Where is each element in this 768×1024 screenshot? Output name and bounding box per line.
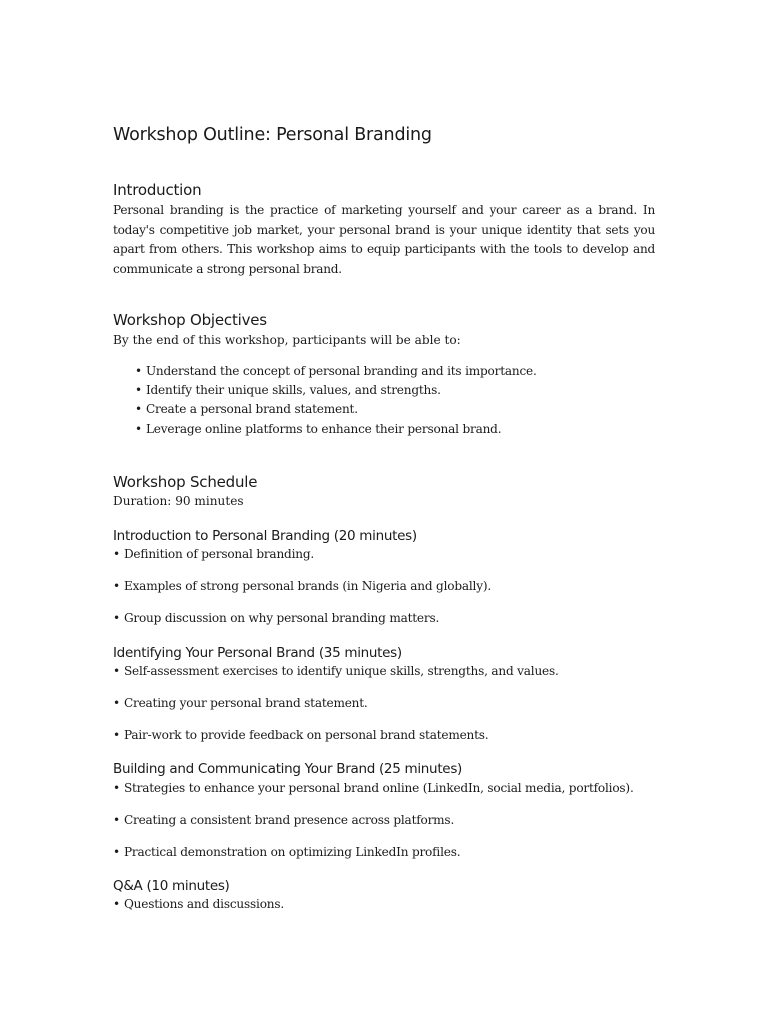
bullet-icon: • <box>113 696 120 710</box>
list-item: • Pair-work to provide feedback on personal brand statements. <box>113 726 488 746</box>
objectives-lead: By the end of this workshop, participants will be able to: <box>113 333 461 347</box>
bullet-icon: • <box>113 547 120 561</box>
list-item: • Creating your personal brand statement. <box>113 694 368 714</box>
list-item: • Group discussion on why personal branding matters. <box>113 609 439 629</box>
bullet-icon: • <box>113 579 120 593</box>
bullet-icon: • <box>135 383 142 398</box>
bullet-icon: • <box>113 728 120 742</box>
session-title: Q&A (10 minutes) <box>113 878 230 894</box>
list-item: • Leverage online platforms to enhance their personal brand. <box>135 420 537 439</box>
intro-paragraph: Personal branding is the practice of marketing yourself and your career as a brand. In today's competitive job market, your personal brand is your unique identity that sets you apart from others. This workshop aims to equip participants with the tools to develop and communicate a strong personal brand. <box>113 203 655 276</box>
list-item: • Identify their unique skills, values, and strengths. <box>135 381 537 400</box>
bullet-icon: • <box>135 421 142 436</box>
bullet-icon: • <box>113 664 120 678</box>
list-item: • Create a personal brand statement. <box>135 400 537 419</box>
objectives-list <box>135 362 537 439</box>
list-item: • Practical demonstration on optimizing LinkedIn profiles. <box>113 843 460 863</box>
list-item: • Definition of personal branding. <box>113 545 314 565</box>
list-item: • Self-assessment exercises to identify unique skills, strengths, and values. <box>113 662 559 682</box>
objectives-heading: Workshop Objectives <box>113 311 267 329</box>
schedule-duration: Duration: 90 minutes <box>113 494 244 508</box>
list-item: • Questions and discussions. <box>113 895 284 915</box>
bullet-icon: • <box>135 364 142 378</box>
bullet-icon: • <box>113 813 120 827</box>
list-item: • Creating a consistent brand presence across platforms. <box>113 811 454 831</box>
session-title: Introduction to Personal Branding (20 minutes) <box>113 528 417 544</box>
list-item: • Understand the concept of personal branding and its importance. <box>135 362 537 381</box>
bullet-icon: • <box>113 611 120 625</box>
session-title: Identifying Your Personal Brand (35 minutes) <box>113 645 402 661</box>
bullet-icon: • <box>113 845 120 859</box>
bullet-icon: • <box>113 781 120 795</box>
list-item: • Strategies to enhance your personal brand online (LinkedIn, social media, portfolios). <box>113 779 634 799</box>
session-title: Building and Communicating Your Brand (25 minutes) <box>113 761 463 777</box>
page-title: Workshop Outline: Personal Branding <box>113 125 432 145</box>
intro-heading: Introduction <box>113 181 202 199</box>
bullet-icon: • <box>113 897 120 911</box>
bullet-icon: • <box>135 402 142 417</box>
list-item: • Examples of strong personal brands (in Nigeria and globally). <box>113 577 491 597</box>
schedule-heading: Workshop Schedule <box>113 473 258 491</box>
